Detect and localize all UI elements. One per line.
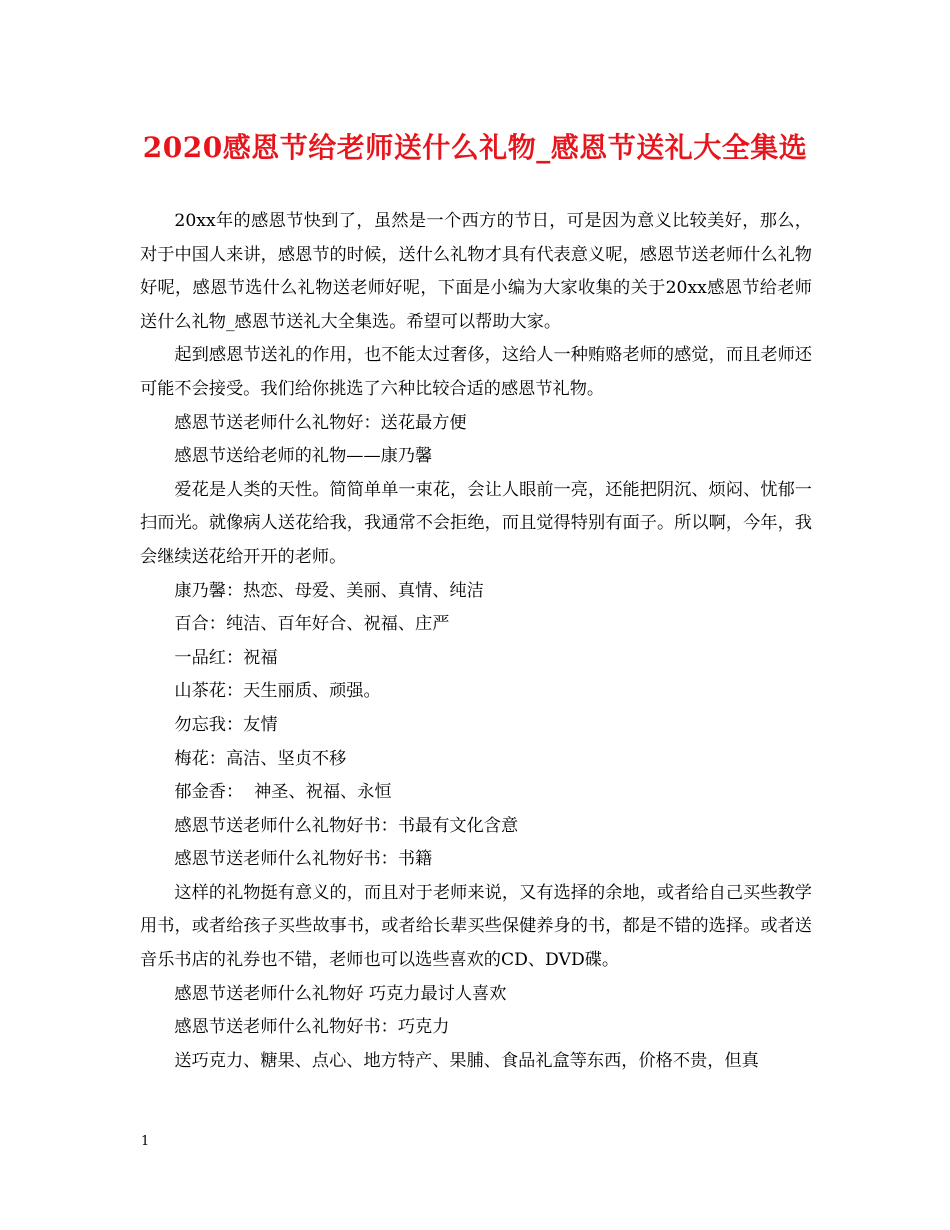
paragraph: 感恩节送老师什么礼物好：送花最方便 <box>174 412 467 433</box>
paragraph: 感恩节送老师什么礼物好书：巧克力 <box>174 1017 450 1038</box>
paragraph: 感恩节送老师什么礼物好书：书籍 <box>174 849 433 870</box>
paragraph: 送巧克力、糖果、点心、地方特产、果脯、食品礼盒等东西，价格不贵，但真 <box>174 1050 759 1071</box>
paragraph: 一品红：祝福 <box>174 647 278 668</box>
paragraph: 康乃馨：热恋、母爱、美丽、真情、纯洁 <box>174 580 484 601</box>
document-body <box>140 205 812 1078</box>
paragraph: 感恩节送老师什么礼物好书：书最有文化含意 <box>174 815 519 836</box>
document-title: 2020感恩节给老师送什么礼物_感恩节送礼大全集选 <box>142 131 808 164</box>
paragraph: 勿忘我：友情 <box>174 714 278 735</box>
paragraph: 爱花是人类的天性。简简单单一束花，会让人眼前一亮，还能把阴沉、烦闷、忧郁一扫而光。就像病人送花给我，我通常不会拒绝，而且觉得特别有面子。所以啊，今年，我会继续送花给开开的老师。 <box>140 479 812 567</box>
paragraph: 百合：纯洁、百年好合、祝福、庄严 <box>174 614 450 635</box>
page-number: 1 <box>141 1134 150 1149</box>
paragraph: 感恩节送给老师的礼物——康乃馨 <box>174 446 433 467</box>
paragraph: 郁金香： 神圣、祝福、永恒 <box>174 782 392 803</box>
paragraph: 20xx年的感恩节快到了，虽然是一个西方的节日，可是因为意义比较美好，那么，对于中国人来讲，感恩节的时候，送什么礼物才具有代表意义呢，感恩节送老师什么礼物好呢，感恩节选什么礼物送老师好呢，下面是小编为大家收集的关于20xx感恩节给老师送什么礼物_感恩节送礼大全集选。希望可以帮助大家。 <box>140 211 812 332</box>
paragraph: 感恩节送老师什么礼物好 巧克力最讨人喜欢 <box>174 983 507 1004</box>
paragraph: 梅花：高洁、坚贞不移 <box>174 748 347 769</box>
paragraph: 这样的礼物挺有意义的，而且对于老师来说，又有选择的余地，或者给自己买些教学用书，或者给孩子买些故事书，或者给长辈买些保健养身的书，都是不错的选择。或者送音乐书店的礼券也不错，老师也可以选些喜欢的CD、DVD碟。 <box>140 882 812 971</box>
paragraph: 起到感恩节送礼的作用，也不能太过奢侈，这给人一种贿赂老师的感觉，而且老师还可能不会接受。我们给你挑选了六种比较合适的感恩节礼物。 <box>140 345 812 399</box>
paragraph: 山茶花：天生丽质、顽强。 <box>174 681 381 702</box>
